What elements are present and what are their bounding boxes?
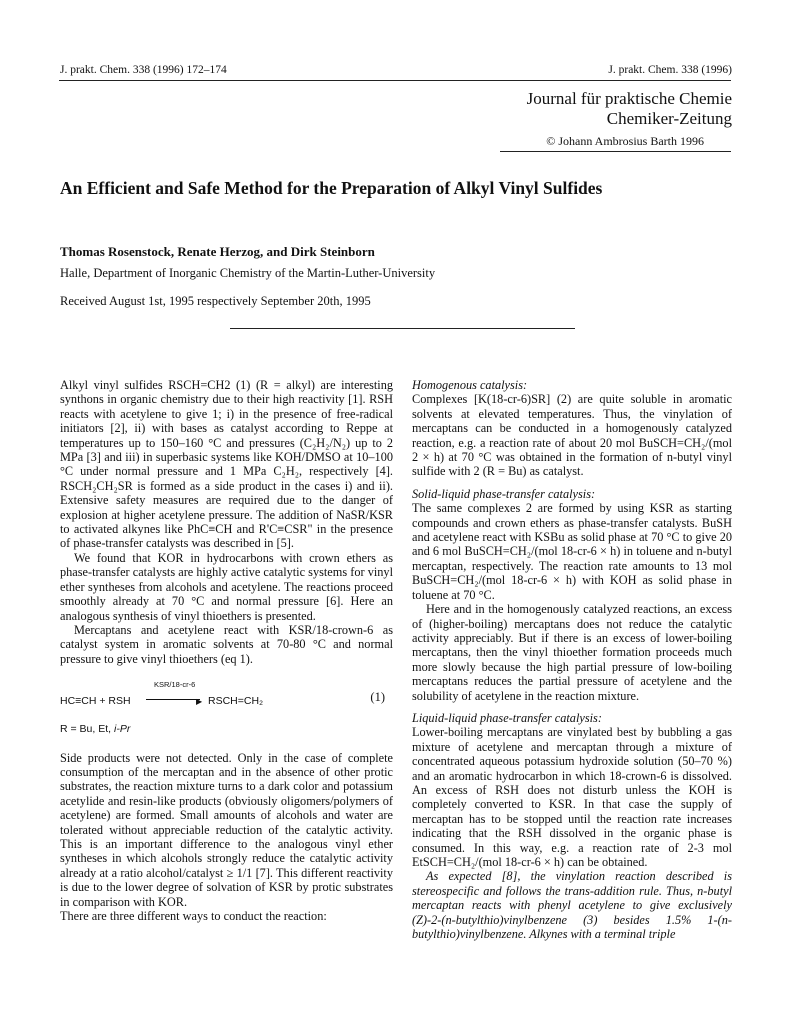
journal-name: Journal für praktische Chemie <box>526 89 732 108</box>
section-heading-homogenous: Homogenous catalysis: <box>412 378 528 392</box>
equation-number: (1) <box>370 690 385 705</box>
author-list: Thomas Rosenstock, Renate Herzog, and Dirk Steinborn <box>60 244 375 259</box>
header-divider <box>59 80 731 81</box>
right-column <box>412 378 732 941</box>
paragraph-excess: Here and in the homogenously catalyzed reactions, an excess of (higher-boiling) mercaptans does not reduce the catalytic activity appreciably. But if there is an excess of lower-boiling mercaptans, then the vinyl thioether formation proceeds much more slowly because the high partial pressure of low-boiling mercaptans reduces the partial pressure of acetylene and the solubility of acetylene in the reaction mixture. <box>412 602 732 703</box>
running-header-right: J. prakt. Chem. 338 (1996) <box>608 64 732 76</box>
paragraph-liquid-liquid: Lower-boiling mercaptans are vinylated best by bubbling a gas mixture of acetylene and mercaptan through a mixture of concentrated aqueous potassium hydroxide solution (50–70 %) and an aromatic hydrocarbon in which 18-crown-6 is dissolved. An excess of RSH does not disturb unless the KOH is completely converted to KSR. In that case the supply of mercaptan has to be stopped until the reaction rate increases indicating that the RSH dissolved in the organic phase is consumed. In this way, e.g. a reaction rate of 2-3 mol EtSCH=CH₂/(mol 18-cr-6 × h) can be obtained. <box>412 725 732 869</box>
received-date: Received August 1st, 1995 respectively September 20th, 1995 <box>60 294 371 308</box>
section-heading-solid-liquid: Solid-liquid phase-transfer catalysis: <box>412 486 596 501</box>
equation-1 <box>60 676 393 718</box>
paragraph-kor: We found that KOR in hydrocarbons with crown ethers as phase-transfer catalysts are highly active catalytic systems for vinyl ether syntheses from alcohols and acetylene. The reactions proceed smoothly already at 70 °C and normal pressure [6]. Here an analogous synthesis of vinyl thioethers is presented. <box>60 550 393 623</box>
affiliation: Halle, Department of Inorganic Chemistry of the Martin-Luther-University <box>60 266 436 280</box>
equation-substituents <box>60 722 393 736</box>
equation-catalyst: KSR/18-cr-6 <box>154 680 196 690</box>
left-column <box>60 378 393 923</box>
paragraph-three-ways: There are three different ways to conduct the reaction: <box>60 909 327 923</box>
equation-product: RSCH=CH₂ <box>208 695 264 708</box>
paragraph-intro: Alkyl vinyl sulfides RSCH=CH2 (1) (R = alkyl) are interesting synthons in organic chemistry due to their high reactivity [1]. RSH reacts with acetylene to give 1; i) in the presence of free-radical initiators [2], ii) with bases as catalyst according to Reppe at temperatures up to 150–160 °C and pressures (C₂H₂/N₂) up to 2 MPa [3] and iii) in superbasic systems like KOH/DMSO at 10–100 °C under normal pressure and 1 MPa C₂H₂, respectively [4]. RSCH₂CH₂SR is formed as a side product in the cases i) and ii). Extensive safety measures are required due to the danger of explosion at higher acetylene pressure. The addition of NaSR/KSR to activated alkynes like PhC≡CH and R'C≡CSR" in the presence of phase-transfer catalysts was described in [5]. <box>60 378 393 551</box>
journal-block <box>492 89 732 149</box>
reaction-arrow <box>146 699 200 700</box>
running-header-left: J. prakt. Chem. 338 (1996) 172–174 <box>60 64 227 76</box>
paragraph-side-products: Side products were not detected. Only in the case of complete consumption of the mercaptan and in the absence of other protic substrates, the reaction mixture turns to a dark color and potassium acetylide and resin-like products (obviously oligomers/polymers of acetylene) are formed. Small amounts of alcohols and water are tolerated without appreciable reduction of the catalytic activity. This is an important difference to the analogous vinyl ether syntheses in which alcohols strongly reduce the catalytic activity already at a ratio alcohol/catalyst ≥ 1/1 [7]. This different reactivity is due to the lower degree of solvation of KSR by protic substrates in comparison with KOR. <box>60 750 393 909</box>
copyright-notice: © Johann Ambrosius Barth 1996 <box>546 134 704 148</box>
paragraph-stereospecific: As expected [8], the vinylation reaction described is stereospecific and follows the trans-addition rule. Thus, n-butyl mercaptan reacts with phenyl acetylene to give exclusively (Z)-2-(n-butylthio)vinylbenzene (3) besides 1.5% 1-(n-butylthio)vinylbenzene. Alkynes with a terminal triple <box>412 869 732 942</box>
paragraph-mercaptans: Mercaptans and acetylene react with KSR/18-crown-6 as catalyst system in aromatic solvents at 70-80 °C and normal pressure to give vinyl thioethers (eq 1). <box>60 622 393 666</box>
paragraph-solid-liquid: The same complexes 2 are formed by using KSR as starting compounds and crown ethers as phase-transfer catalysts. BuSH and acetylene react with KSBu as solid phase at 70 °C to give 20 and 6 mol BuSCH=CH₂/(mol 18-cr-6 × h) in toluene and n-butyl mercaptan, respectively. The reaction rate amounts to 13 mol BuSCH=CH₂/(mol 18-cr-6 × h) with KOH as solid phase in toluene at 70 °C. <box>412 501 732 602</box>
arrowhead-icon: ▶ <box>196 697 203 707</box>
paragraph-homogenous: Complexes [K(18-cr-6)SR] (2) are quite soluble in aromatic solvents at elevated temperatures. Thus, the vinylation of mercaptans can be conducted in a homogenously catalyzed reaction, e.g. a reaction rate of about 20 mol BuSCH=CH₂/(mol 2 × h) at 70 °C was obtained in the formation of n-butyl vinyl sulfide with 2 (R = Bu) as catalyst. <box>412 392 732 479</box>
journal-divider <box>500 151 731 152</box>
journal-subtitle: Chemiker-Zeitung <box>606 109 732 128</box>
substituent-ipr: i-Pr <box>113 723 131 736</box>
section-heading-liquid-liquid: Liquid-liquid phase-transfer catalysis: <box>412 710 602 725</box>
article-title: An Efficient and Safe Method for the Preparation of Alkyl Vinyl Sulfides <box>60 178 603 198</box>
title-divider <box>230 328 575 329</box>
equation-reactants: HC≡CH + RSH <box>60 695 131 708</box>
substituent-list: R = Bu, Et, <box>60 723 114 736</box>
